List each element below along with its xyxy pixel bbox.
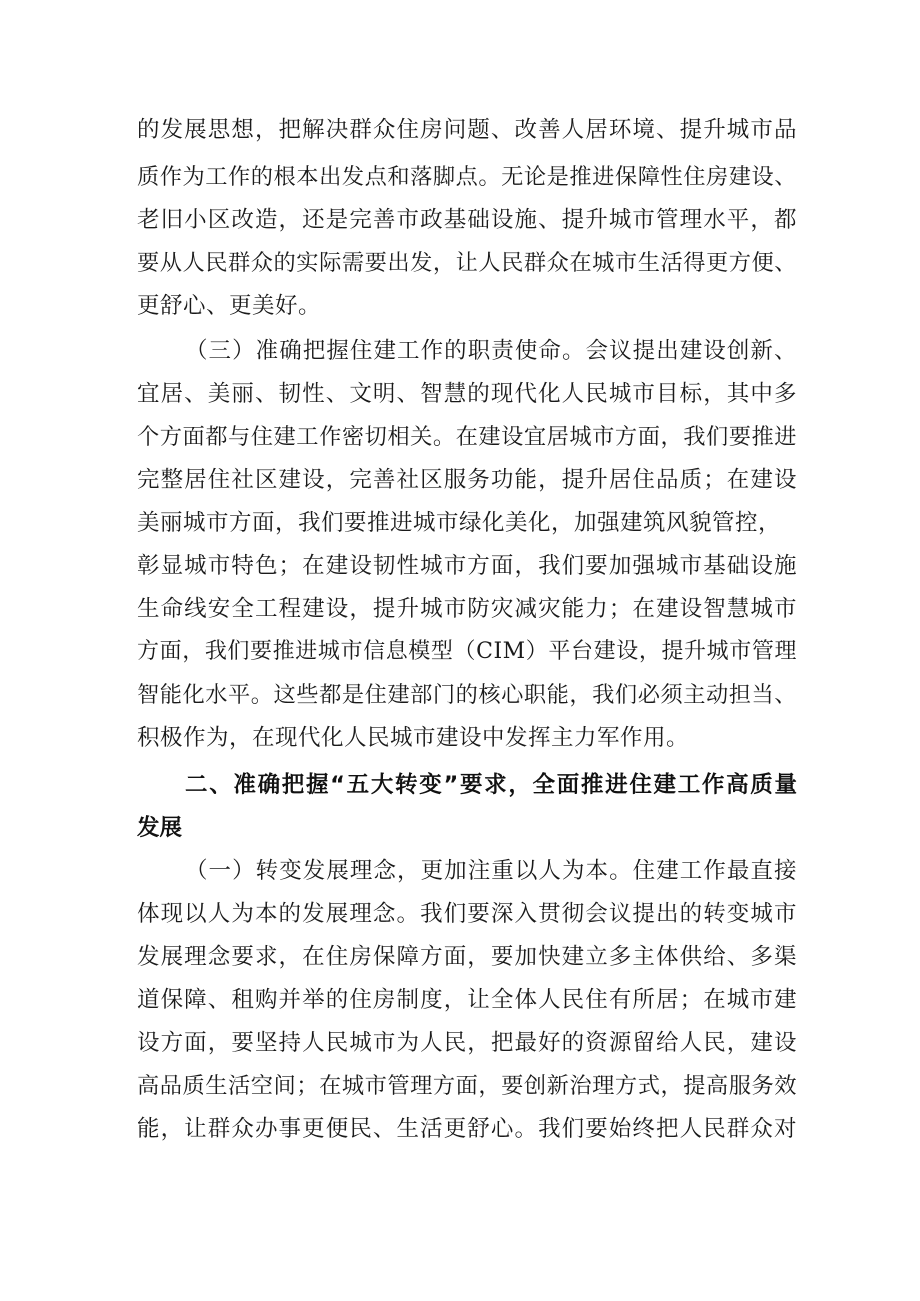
paragraph-line: 生命线安全工程建设，提升城市防灾减灾能力；在建设智慧城市	[137, 596, 797, 622]
subsection-paragraph-start: （一）转变发展理念，更加注重以人为本。住建工作最直接	[185, 858, 797, 884]
paragraph-line: 的发展思想，把解决群众住房问题、改善人居环境、提升城市品	[137, 117, 797, 143]
paragraph-line: 美丽城市方面，我们要推进城市绿化美化，加强建筑风貌管控，	[137, 510, 782, 536]
paragraph-line: 更舒心、更美好。	[137, 293, 322, 319]
paragraph-line: 设方面，要坚持人民城市为人民，把最好的资源留给人民，建设	[137, 1030, 797, 1056]
paragraph-line: 个方面都与住建工作密切相关。在建设宜居城市方面，我们要推进	[137, 424, 797, 450]
paragraph-line: 宜居、美丽、韧性、文明、智慧的现代化人民城市目标，其中多	[137, 381, 797, 407]
paragraph-line: 方面，我们要推进城市信息模型（CIM）平台建设，提升城市管理	[137, 639, 797, 664]
section-paragraph-start: （三）准确把握住建工作的职责使命。会议提出建设创新、	[185, 338, 797, 364]
paragraph-line: 高品质生活空间；在城市管理方面，要创新治理方式，提高服务效	[137, 1073, 797, 1099]
paragraph-line: 老旧小区改造，还是完善市政基础设施、提升城市管理水平，都	[137, 207, 797, 233]
paragraph-line: 体现以人为本的发展理念。我们要深入贯彻会议提出的转变城市	[137, 901, 797, 927]
paragraph-line: 彰显城市特色；在建设韧性城市方面，我们要加强城市基础设施	[137, 553, 797, 579]
paragraph-line: 完整居住社区建设，完善社区服务功能，提升居住品质；在建设	[137, 467, 797, 493]
section-heading: 二、准确把握“五大转变”要求，全面推进住建工作高质量	[185, 772, 797, 798]
section-heading-continuation: 发展	[137, 815, 183, 841]
paragraph-line: 能，让群众办事更便民、生活更舒心。我们要始终把人民群众对	[137, 1116, 797, 1142]
paragraph-line: 道保障、租购并举的住房制度，让全体人民住有所居；在城市建	[137, 987, 797, 1013]
paragraph-line: 智能化水平。这些都是住建部门的核心职能，我们必须主动担当、	[137, 682, 797, 708]
paragraph-line: 要从人民群众的实际需要出发，让人民群众在城市生活得更方便、	[137, 250, 797, 276]
paragraph-line: 质作为工作的根本出发点和落脚点。无论是推进保障性住房建设、	[137, 164, 797, 190]
paragraph-line: 积极作为，在现代化人民城市建设中发挥主力军作用。	[137, 725, 690, 751]
paragraph-line: 发展理念要求，在住房保障方面，要加快建立多主体供给、多渠	[137, 944, 797, 970]
